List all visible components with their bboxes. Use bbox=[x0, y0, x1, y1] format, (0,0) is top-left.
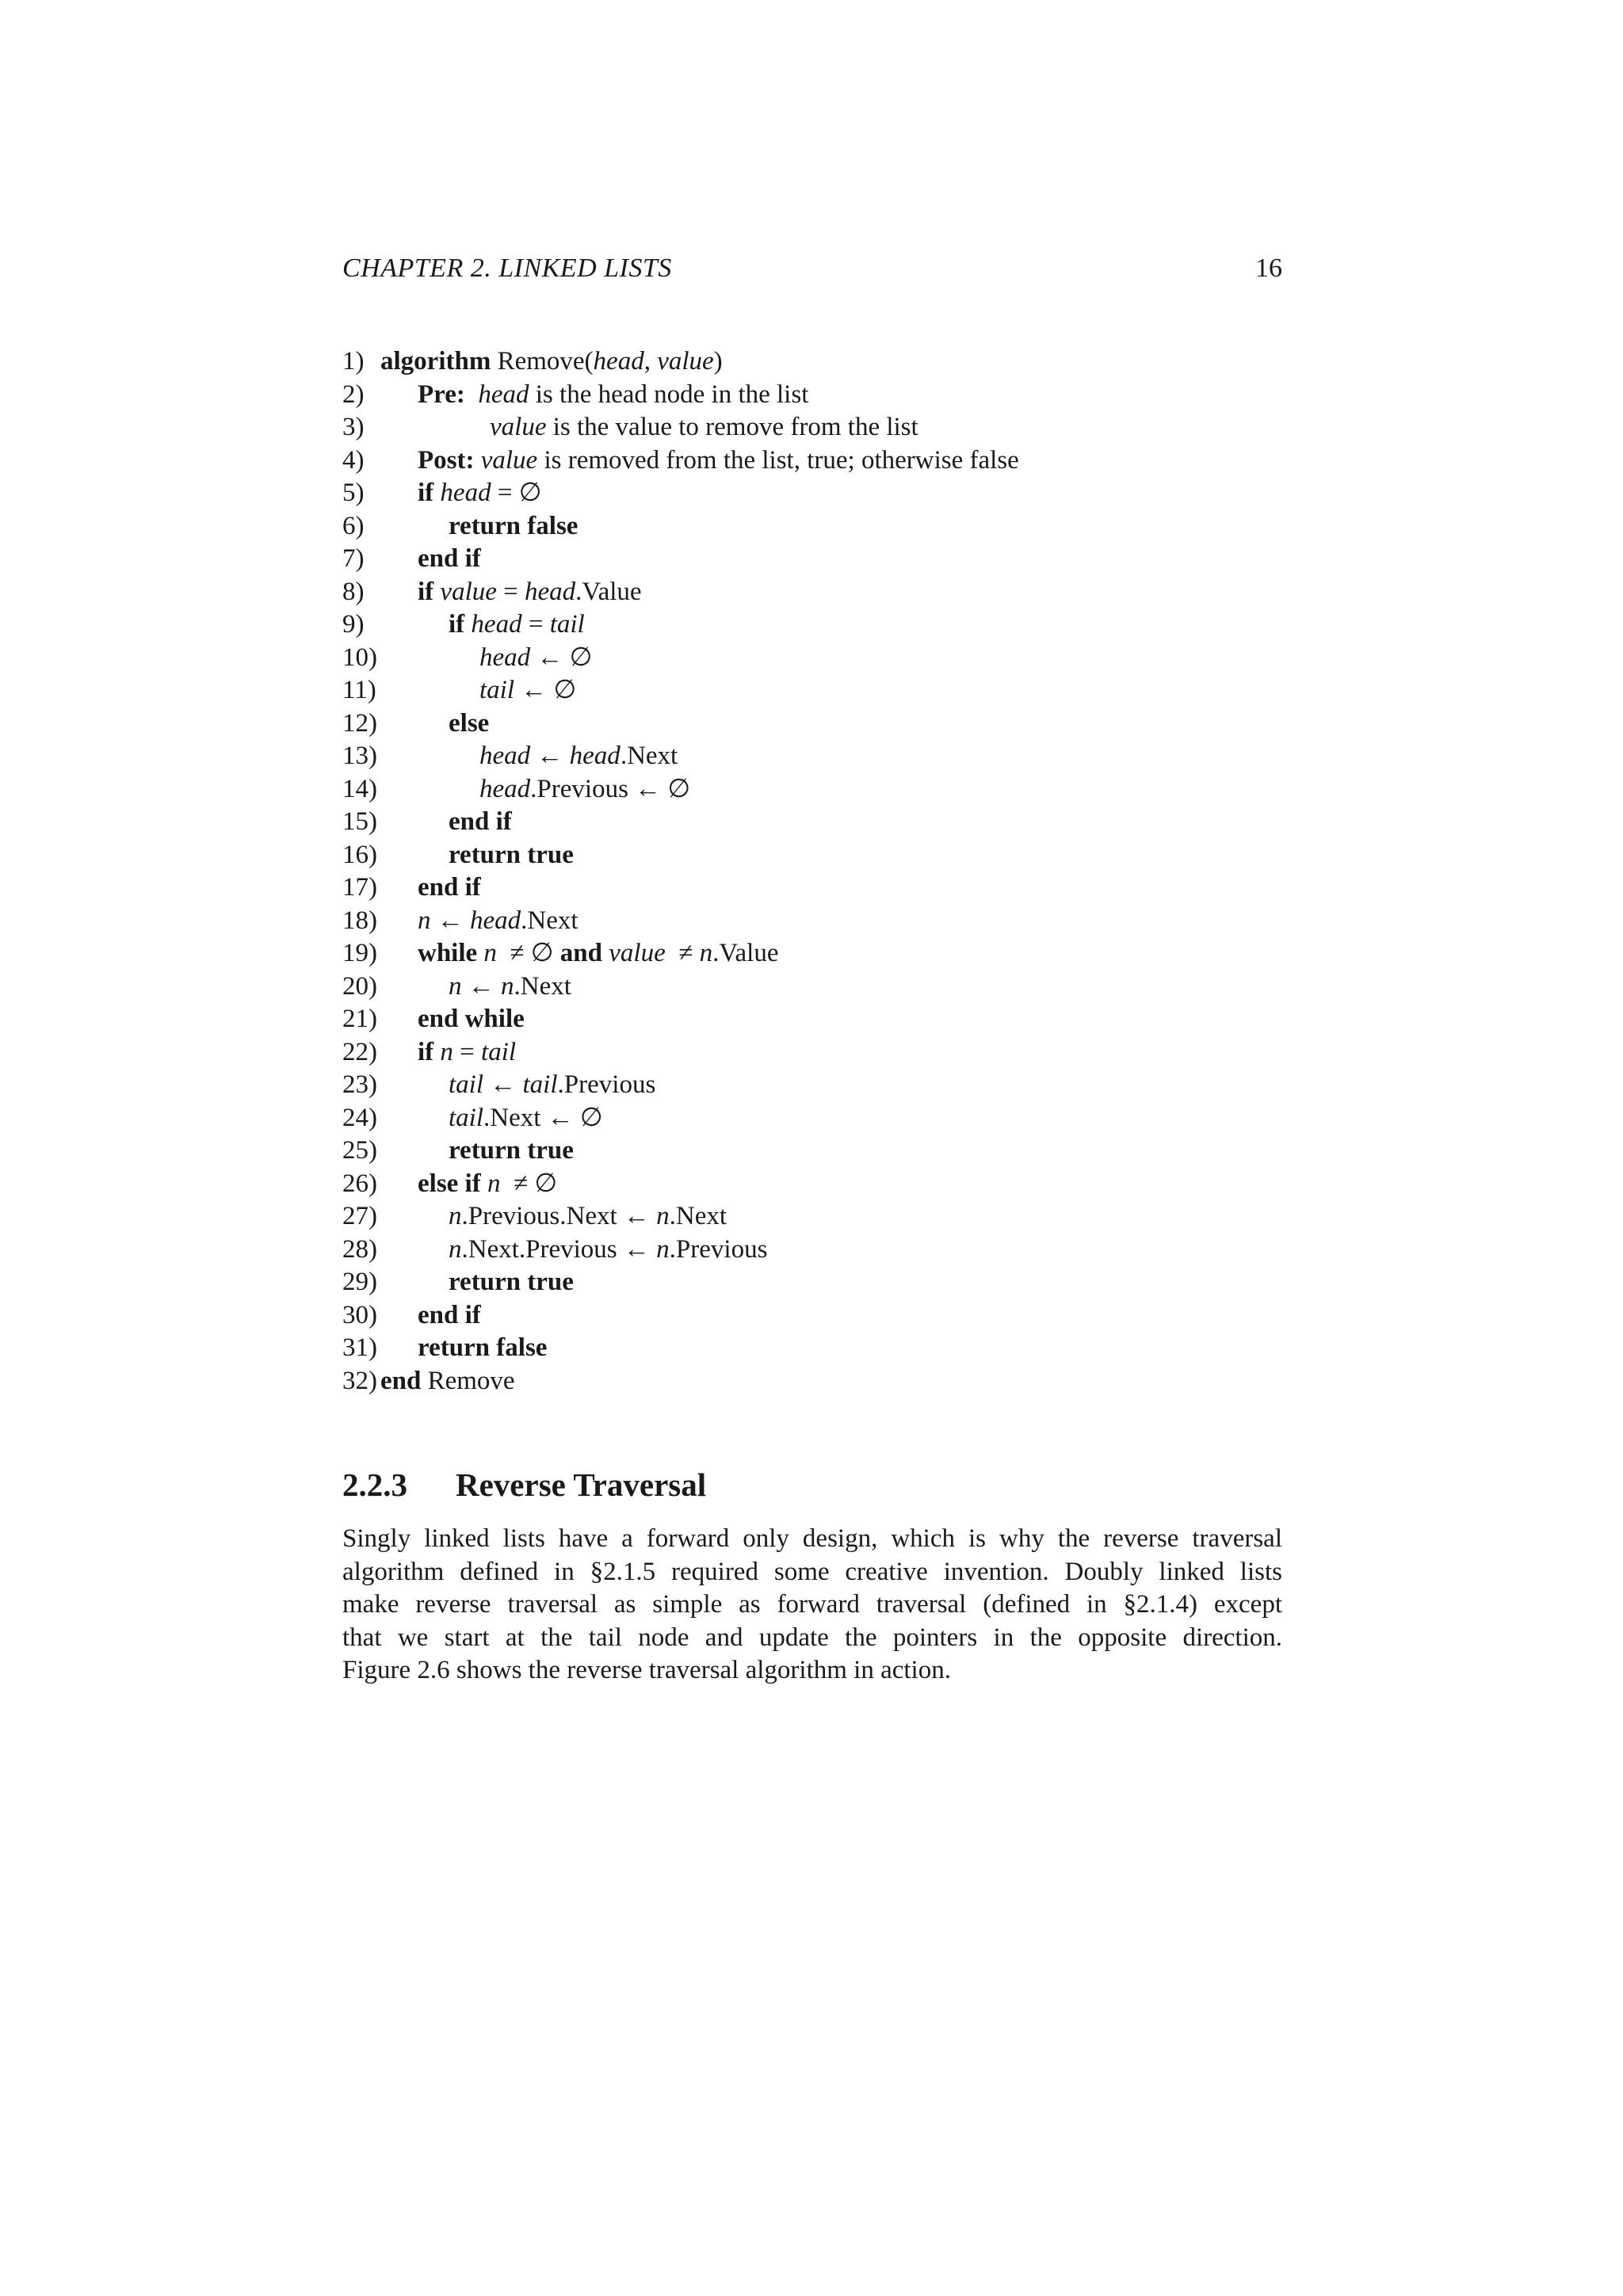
line-code bbox=[418, 1299, 481, 1333]
variable: tail bbox=[449, 1070, 484, 1099]
code-text: .Next bbox=[669, 1202, 727, 1230]
code-text: ← bbox=[530, 742, 570, 770]
variable: head bbox=[479, 643, 531, 672]
keyword: return false bbox=[418, 1333, 548, 1362]
line-code bbox=[418, 1332, 547, 1365]
code-text: ≠ ∅ bbox=[496, 939, 560, 967]
keyword: if bbox=[418, 1037, 434, 1066]
variable: head bbox=[525, 577, 576, 606]
code-text: ← ∅ bbox=[530, 643, 593, 672]
code-text: ← bbox=[430, 906, 470, 935]
variable: head bbox=[470, 906, 521, 935]
variable: n bbox=[449, 1202, 462, 1230]
line-number: 16) bbox=[342, 840, 377, 869]
line-number: 27) bbox=[342, 1202, 377, 1230]
line-number: 32) bbox=[342, 1366, 377, 1395]
keyword: return true bbox=[449, 1136, 574, 1165]
algorithm-line bbox=[342, 1365, 1282, 1398]
variable: tail bbox=[549, 610, 585, 639]
keyword: Post: bbox=[418, 445, 475, 475]
line-code bbox=[479, 740, 678, 773]
algorithm-line bbox=[342, 905, 1282, 938]
line-number: 25) bbox=[342, 1136, 377, 1165]
code-text: ≠ ∅ bbox=[500, 1169, 558, 1198]
algorithm-line bbox=[342, 444, 1282, 478]
algorithm-line bbox=[342, 1266, 1282, 1299]
code-text: , bbox=[643, 347, 658, 376]
algorithm-line bbox=[342, 411, 1282, 444]
algorithm-line bbox=[342, 379, 1282, 412]
paragraph-line: Singly linked lists have a forward only design, which is why the reverse traversal bbox=[342, 1524, 1282, 1553]
code-text bbox=[602, 939, 609, 967]
line-code bbox=[418, 576, 642, 609]
algorithm-line bbox=[342, 937, 1282, 971]
body-paragraph bbox=[342, 1523, 1282, 1688]
keyword: and bbox=[559, 939, 602, 967]
keyword: end while bbox=[418, 1005, 525, 1033]
line-code bbox=[479, 773, 690, 807]
algorithm-line bbox=[342, 510, 1282, 543]
variable: head bbox=[479, 774, 531, 803]
line-number: 12) bbox=[342, 708, 377, 738]
line-number: 21) bbox=[342, 1005, 377, 1033]
algorithm-line bbox=[342, 1135, 1282, 1168]
line-code bbox=[449, 839, 574, 872]
code-text: ) bbox=[713, 347, 723, 376]
code-text: .Next bbox=[514, 971, 571, 1001]
variable: n bbox=[449, 1234, 462, 1264]
line-number: 5) bbox=[342, 479, 365, 507]
running-header bbox=[342, 250, 1282, 287]
code-text bbox=[481, 1169, 487, 1198]
line-number: 10) bbox=[342, 643, 377, 672]
code-text: Remove bbox=[421, 1366, 515, 1395]
code-text: .Previous ← ∅ bbox=[530, 774, 691, 803]
variable: n bbox=[487, 1169, 501, 1198]
keyword: Pre: bbox=[418, 379, 465, 409]
chapter-title: CHAPTER 2. LINKED LISTS bbox=[342, 254, 672, 283]
code-text: .Next.Previous ← bbox=[461, 1234, 657, 1264]
code-text: .Previous.Next ← bbox=[461, 1202, 657, 1230]
code-text: .Previous bbox=[557, 1070, 656, 1099]
algorithm-line bbox=[342, 1036, 1282, 1070]
algorithm-line bbox=[342, 543, 1282, 576]
line-code bbox=[449, 510, 578, 543]
keyword: end if bbox=[418, 1300, 481, 1329]
variable: head bbox=[478, 379, 529, 409]
variable: value bbox=[490, 413, 547, 441]
variable: tail bbox=[481, 1037, 517, 1066]
line-number: 14) bbox=[342, 774, 377, 803]
line-code bbox=[449, 707, 489, 741]
variable: value bbox=[480, 445, 538, 475]
algorithm-line bbox=[342, 871, 1282, 905]
paragraph-line: Figure 2.6 shows the reverse traversal algorithm in action. bbox=[342, 1656, 951, 1685]
line-number: 19) bbox=[342, 939, 377, 967]
page-number: 16 bbox=[1255, 254, 1282, 283]
line-number: 15) bbox=[342, 807, 377, 836]
line-number: 3) bbox=[342, 413, 365, 441]
line-number: 8) bbox=[342, 577, 365, 606]
variable: head bbox=[440, 479, 491, 507]
variable: head bbox=[479, 742, 531, 770]
line-code bbox=[449, 1234, 767, 1267]
code-text: .Next bbox=[521, 906, 579, 935]
line-number: 26) bbox=[342, 1169, 377, 1198]
line-code bbox=[418, 1003, 525, 1036]
line-number: 24) bbox=[342, 1103, 377, 1132]
algorithm-listing bbox=[342, 345, 1282, 1398]
line-number: 23) bbox=[342, 1070, 377, 1099]
algorithm-line bbox=[342, 608, 1282, 642]
line-code bbox=[449, 1102, 603, 1135]
variable: value bbox=[657, 347, 714, 376]
code-text: .Next ← ∅ bbox=[483, 1103, 603, 1132]
paragraph-line: make reverse traversal as simple as forward traversal (defined in §2.1.4) except bbox=[342, 1590, 1282, 1619]
line-code bbox=[449, 806, 512, 839]
line-code bbox=[449, 1200, 727, 1234]
line-code bbox=[380, 1365, 515, 1398]
algorithm-line bbox=[342, 1234, 1282, 1267]
keyword: if bbox=[418, 479, 434, 507]
line-number: 1) bbox=[342, 347, 365, 376]
algorithm-line bbox=[342, 1003, 1282, 1036]
line-number: 20) bbox=[342, 971, 377, 1001]
line-code bbox=[418, 1036, 516, 1070]
variable: head bbox=[593, 347, 644, 376]
line-number: 6) bbox=[342, 511, 365, 540]
line-number: 2) bbox=[342, 379, 365, 409]
line-code bbox=[449, 1135, 574, 1168]
line-code bbox=[479, 674, 576, 707]
variable: head bbox=[471, 610, 522, 639]
code-text: .Value bbox=[712, 939, 779, 967]
section-number: 2.2.3 bbox=[342, 1466, 407, 1503]
algorithm-line bbox=[342, 642, 1282, 675]
line-number: 17) bbox=[342, 873, 377, 902]
code-text: .Value bbox=[575, 577, 642, 606]
code-text: is the value to remove from the list bbox=[546, 413, 918, 441]
line-number: 31) bbox=[342, 1333, 377, 1362]
algorithm-line bbox=[342, 707, 1282, 741]
line-number: 18) bbox=[342, 906, 377, 935]
code-text: ← ∅ bbox=[514, 676, 577, 704]
section-title: Reverse Traversal bbox=[456, 1466, 707, 1503]
code-text: is removed from the list, true; otherwise false bbox=[537, 445, 1019, 475]
line-number: 22) bbox=[342, 1037, 377, 1066]
variable: value bbox=[609, 939, 666, 967]
keyword: return true bbox=[449, 840, 574, 869]
keyword: return false bbox=[449, 511, 579, 540]
algorithm-line bbox=[342, 477, 1282, 510]
section-heading bbox=[342, 1463, 1282, 1507]
line-number: 9) bbox=[342, 610, 365, 639]
paragraph-line: that we start at the tail node and update the pointers in the opposite direction. bbox=[342, 1623, 1282, 1652]
variable: n bbox=[699, 939, 713, 967]
algorithm-line bbox=[342, 1200, 1282, 1234]
line-number: 4) bbox=[342, 445, 365, 475]
code-text: ← bbox=[483, 1070, 523, 1099]
code-text: Remove( bbox=[491, 347, 594, 376]
algorithm-line bbox=[342, 773, 1282, 807]
code-text: ≠ bbox=[665, 939, 700, 967]
algorithm-line bbox=[342, 576, 1282, 609]
algorithm-line bbox=[342, 1102, 1282, 1135]
variable: n bbox=[483, 939, 497, 967]
code-text: = bbox=[521, 610, 550, 639]
algorithm-line bbox=[342, 1299, 1282, 1333]
keyword: if bbox=[418, 577, 434, 606]
line-code bbox=[418, 905, 579, 938]
code-text: = bbox=[453, 1037, 482, 1066]
line-code bbox=[479, 642, 592, 675]
algorithm-line bbox=[342, 839, 1282, 872]
variable: n bbox=[418, 906, 431, 935]
keyword: end if bbox=[418, 544, 481, 573]
keyword: return true bbox=[449, 1268, 574, 1296]
line-code bbox=[418, 871, 481, 905]
keyword: if bbox=[449, 610, 465, 639]
keyword: end if bbox=[449, 807, 512, 836]
line-code bbox=[449, 608, 585, 642]
keyword: else if bbox=[418, 1169, 481, 1198]
line-code bbox=[418, 444, 1019, 478]
code-text: is the head node in the list bbox=[529, 379, 809, 409]
line-number: 7) bbox=[342, 544, 365, 573]
line-code bbox=[418, 477, 541, 510]
variable: head bbox=[569, 742, 621, 770]
variable: n bbox=[656, 1234, 670, 1264]
algorithm-line bbox=[342, 345, 1282, 379]
line-code bbox=[418, 543, 481, 576]
algorithm-line bbox=[342, 806, 1282, 839]
keyword: end bbox=[380, 1366, 422, 1395]
code-text: ← bbox=[461, 971, 501, 1001]
variable: tail bbox=[449, 1103, 484, 1132]
keyword: while bbox=[418, 939, 478, 967]
variable: n bbox=[656, 1202, 670, 1230]
code-text: = bbox=[496, 577, 525, 606]
keyword: algorithm bbox=[380, 347, 491, 376]
keyword: else bbox=[449, 708, 490, 738]
line-number: 13) bbox=[342, 742, 377, 770]
line-number: 11) bbox=[342, 676, 376, 704]
code-text bbox=[474, 446, 480, 475]
paragraph-line: algorithm defined in §2.1.5 required some creative invention. Doubly linked lists bbox=[342, 1557, 1282, 1586]
line-code bbox=[449, 1266, 574, 1299]
code-text: .Next bbox=[620, 742, 678, 770]
line-code bbox=[449, 1069, 655, 1102]
algorithm-line bbox=[342, 674, 1282, 707]
variable: n bbox=[449, 971, 462, 1001]
keyword: end if bbox=[418, 873, 481, 902]
variable: value bbox=[440, 577, 497, 606]
code-text: .Previous bbox=[669, 1234, 768, 1264]
line-number: 28) bbox=[342, 1234, 377, 1264]
line-code bbox=[380, 345, 723, 379]
algorithm-line bbox=[342, 1069, 1282, 1102]
variable: tail bbox=[522, 1070, 558, 1099]
line-code bbox=[490, 411, 918, 444]
line-code bbox=[418, 1168, 557, 1201]
line-number: 30) bbox=[342, 1300, 377, 1329]
line-code bbox=[418, 379, 808, 412]
variable: n bbox=[501, 971, 514, 1001]
algorithm-line bbox=[342, 971, 1282, 1004]
code-text bbox=[465, 380, 479, 409]
line-code bbox=[449, 971, 571, 1004]
algorithm-line bbox=[342, 1332, 1282, 1365]
algorithm-line bbox=[342, 1168, 1282, 1201]
line-number: 29) bbox=[342, 1268, 377, 1296]
variable: tail bbox=[479, 676, 515, 704]
variable: n bbox=[440, 1037, 453, 1066]
code-text: = ∅ bbox=[491, 479, 542, 507]
algorithm-line bbox=[342, 740, 1282, 773]
line-code bbox=[418, 937, 778, 971]
